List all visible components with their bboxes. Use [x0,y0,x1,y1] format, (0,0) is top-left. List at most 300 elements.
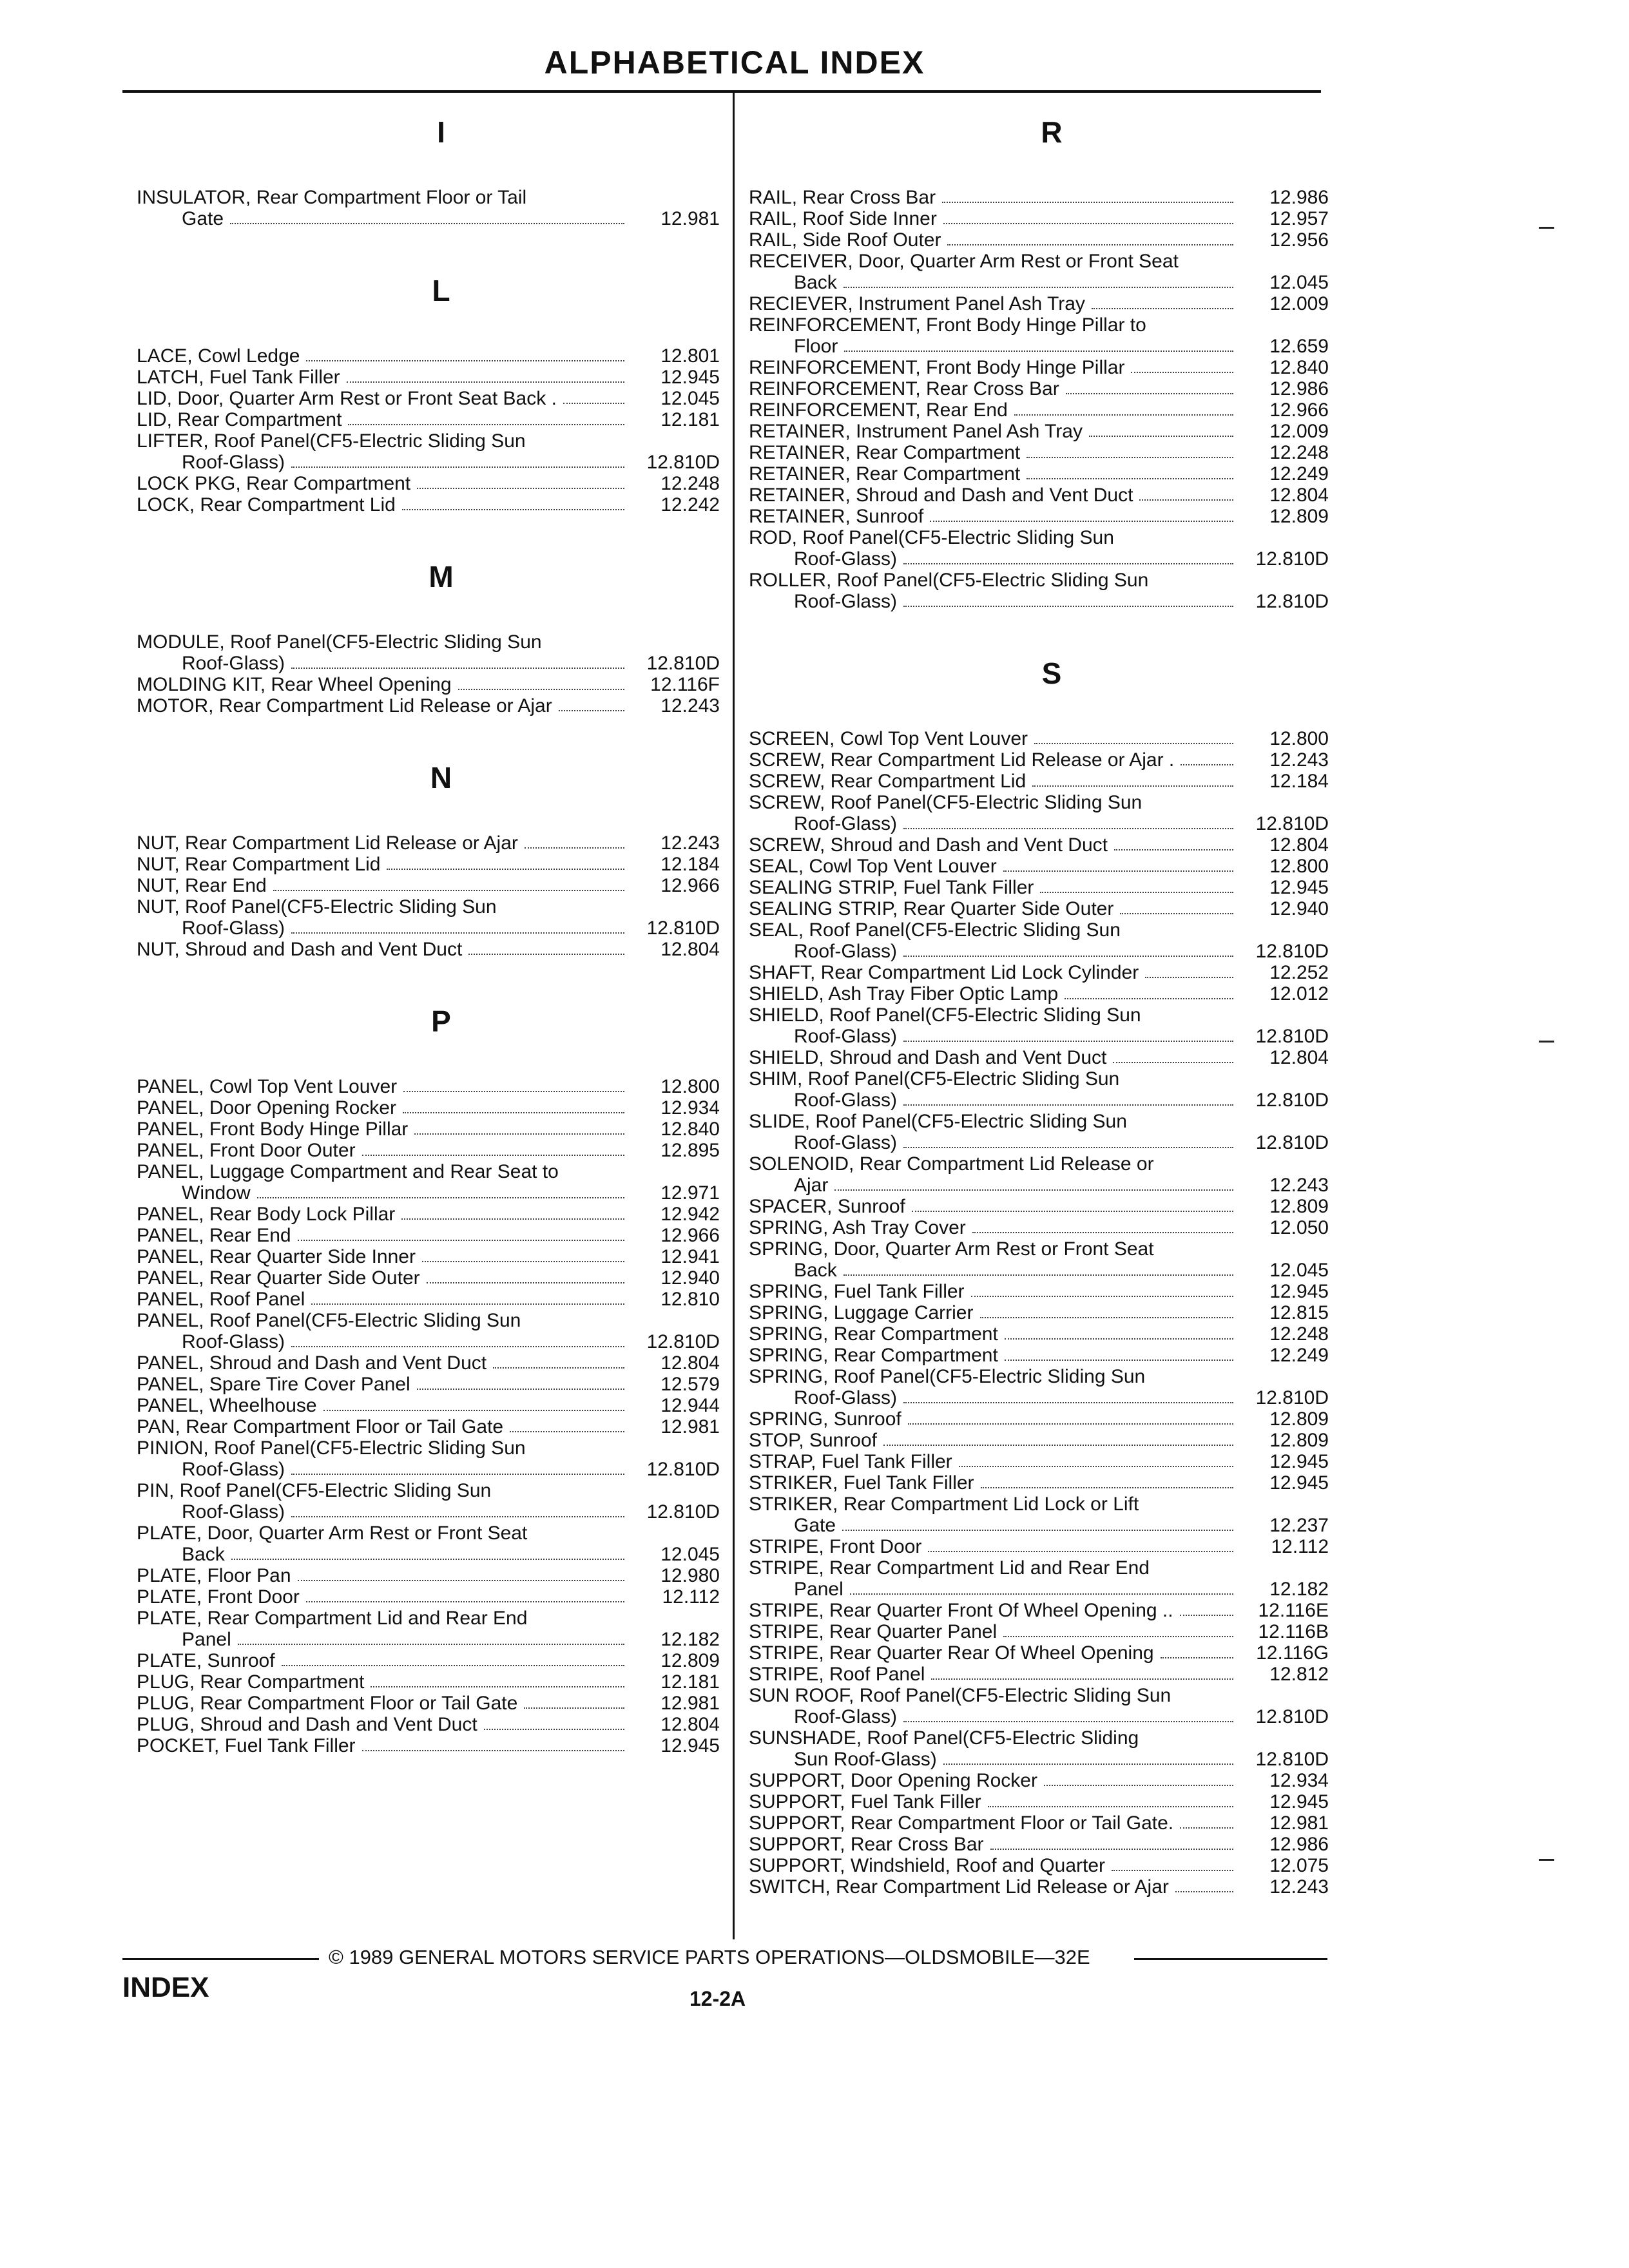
entry-text: SPACER, Sunroof [749,1196,905,1217]
index-entry [749,1153,1329,1196]
footer-rule-right [1134,1958,1327,1960]
dot-leader [291,1501,624,1517]
entry-text: NUT, Rear Compartment Lid Release or Ajar [137,832,518,854]
index-entry [749,792,1329,834]
entry-text: Roof-Glass) [182,653,285,674]
entry-reference: 12.009 [1269,293,1329,314]
index-entry [749,1536,1329,1557]
index-entry [137,409,720,430]
entry-text: LOCK PKG, Rear Compartment [137,473,411,494]
entry-text: STRIPE, Rear Quarter Panel [749,1621,998,1642]
dot-leader [1113,1047,1233,1063]
entry-text: SUPPORT, Fuel Tank Filler [749,1791,981,1812]
entry-reference: 12.248 [1269,442,1329,463]
entry-reference: 12.804 [660,1714,720,1735]
entry-text: PAN, Rear Compartment Floor or Tail Gate [137,1416,504,1437]
dot-leader [362,1140,624,1156]
entry-reference: 12.116G [1256,1642,1329,1664]
dot-leader [362,1735,624,1751]
index-entry [137,1352,720,1374]
entry-reference: 12.957 [1269,208,1329,229]
entry-text: SUPPORT, Door Opening Rocker [749,1770,1037,1791]
entry-reference: 12.941 [660,1246,720,1267]
entry-reference: 12.243 [1269,749,1329,771]
index-entry [749,527,1329,570]
dot-leader [298,1565,624,1581]
entry-text: SCREW, Roof Panel(CF5-Electric Sliding Sun [749,792,1142,813]
entry-reference: 12.804 [660,939,720,960]
dot-leader [988,1791,1233,1807]
dot-leader [1044,1770,1233,1786]
dot-leader [1003,1621,1233,1637]
dot-leader [1180,1812,1233,1829]
entry-reference: 12.243 [1269,1175,1329,1196]
entry-reference: 12.840 [660,1119,720,1140]
entry-text: SEALING STRIP, Rear Quarter Side Outer [749,898,1114,919]
entry-text: RETAINER, Rear Compartment [749,463,1021,485]
dot-leader [524,1693,624,1709]
index-entry [749,898,1329,919]
dot-leader [468,939,624,955]
dot-leader [422,1246,624,1262]
entry-reference: 12.252 [1269,962,1329,983]
entry-text: SOLENOID, Rear Compartment Lid Release or [749,1153,1154,1175]
entry-text: LATCH, Fuel Tank Filler [137,367,340,388]
entry-reference: 12.981 [660,1693,720,1714]
entry-reference: 12.810D [1255,941,1329,962]
entry-reference: 12.045 [1269,272,1329,293]
entry-text: INSULATOR, Rear Compartment Floor or Tail [137,187,527,208]
index-entry [137,1650,720,1671]
entry-text: NUT, Rear Compartment Lid [137,854,381,875]
index-entry [137,1480,720,1523]
entry-reference: 12.986 [1269,1834,1329,1855]
entry-text: Window [182,1182,251,1204]
dot-leader [959,1451,1233,1467]
dot-leader [387,854,624,870]
page-number: 12-2A [689,1987,746,2010]
entry-text: PANEL, Rear End [137,1225,291,1246]
index-entry [137,1565,720,1586]
entry-reference: 12.945 [1269,1451,1329,1472]
index-entry [749,1876,1329,1898]
entry-text: LACE, Cowl Ledge [137,345,300,367]
dot-leader [883,1430,1233,1446]
dot-leader [403,1076,624,1092]
entry-text: NUT, Roof Panel(CF5-Electric Sliding Sun [137,896,497,918]
entry-text: MOLDING KIT, Rear Wheel Opening [137,674,452,695]
index-entry [749,1302,1329,1323]
index-entry [749,877,1329,898]
entry-text: Back [182,1544,225,1565]
index-entry [749,1664,1329,1685]
entry-text: SPRING, Fuel Tank Filler [749,1281,965,1302]
index-entry [749,962,1329,983]
entry-reference: 12.248 [1269,1323,1329,1345]
dot-leader [942,187,1233,203]
dot-leader [1120,898,1233,914]
right-column [749,110,1329,1936]
footer-rule-left [122,1958,319,1960]
entry-text: NUT, Rear End [137,875,267,896]
entry-reference: 12.986 [1269,187,1329,208]
entry-text: PANEL, Roof Panel [137,1289,305,1310]
index-entry [749,1196,1329,1217]
index-entry [749,1812,1329,1834]
dot-leader [563,388,624,404]
index-entry [749,1366,1329,1408]
entry-text: PANEL, Rear Quarter Side Outer [137,1267,420,1289]
index-entry [137,1608,720,1650]
index-entry [749,749,1329,771]
dot-leader [291,653,624,669]
dot-leader [912,1196,1233,1212]
entry-reference: 12.182 [1269,1579,1329,1600]
entry-text: STRIPE, Rear Compartment Lid and Rear End [749,1557,1150,1579]
index-entry [137,1586,720,1608]
dot-leader [903,1090,1233,1106]
entry-text: Roof-Glass) [794,1026,898,1047]
entry-text: PANEL, Wheelhouse [137,1395,317,1416]
entry-reference: 12.944 [660,1395,720,1416]
index-entry [749,251,1329,293]
entry-text: Ajar [794,1175,829,1196]
dot-leader [298,1225,624,1241]
index-entry [137,494,720,515]
index-entry [137,939,720,960]
entry-text: REINFORCEMENT, Front Body Hinge Pillar to [749,314,1146,336]
entry-reference: 12.945 [1269,1791,1329,1812]
dot-leader [291,452,624,468]
index-entry [137,1310,720,1352]
index-entry [749,1408,1329,1430]
entry-reference: 12.812 [1269,1664,1329,1685]
index-entry [137,367,720,388]
dot-leader [348,409,624,425]
index-entry [137,1076,720,1097]
index-entry [749,293,1329,314]
dot-leader [347,367,624,383]
dot-leader [402,494,624,510]
dot-leader [1005,1323,1233,1340]
entry-reference: 12.012 [1269,983,1329,1004]
dot-leader [323,1395,624,1411]
index-entry [137,1246,720,1267]
dot-leader [903,941,1233,957]
entry-text: ROD, Roof Panel(CF5-Electric Sliding Sun [749,527,1114,548]
index-entry [749,728,1329,749]
entry-reference: 12.050 [1269,1217,1329,1238]
dot-leader [1112,1855,1233,1871]
dot-leader [928,1536,1233,1552]
index-entry [749,1621,1329,1642]
dot-leader [1005,1345,1233,1361]
entry-text: ROLLER, Roof Panel(CF5-Electric Sliding Sun [749,570,1149,591]
entry-text: SUNSHADE, Roof Panel(CF5-Electric Sliding [749,1727,1139,1749]
dot-leader [903,813,1233,829]
entry-reference: 12.112 [1271,1536,1329,1557]
entry-text: PINION, Roof Panel(CF5-Electric Sliding Sun [137,1437,526,1459]
entry-text: LIFTER, Roof Panel(CF5-Electric Sliding Sun [137,430,526,452]
entry-text: SEALING STRIP, Fuel Tank Filler [749,877,1034,898]
entry-text: SUPPORT, Windshield, Roof and Quarter [749,1855,1106,1876]
index-entry [749,378,1329,399]
entry-text: SPRING, Sunroof [749,1408,901,1430]
dot-leader [1145,962,1233,978]
dot-leader [458,674,624,690]
entry-reference: 12.237 [1269,1515,1329,1536]
dot-leader [844,336,1233,352]
index-entry [749,1238,1329,1281]
entry-text: Roof-Glass) [794,1387,898,1408]
entry-reference: 12.956 [1269,229,1329,251]
entry-reference: 12.810D [1255,591,1329,612]
entry-reference: 12.945 [1269,1281,1329,1302]
entry-text: RECIEVER, Instrument Panel Ash Tray [749,293,1085,314]
dot-leader [850,1579,1233,1595]
entry-text: PLATE, Floor Pan [137,1565,291,1586]
page-title: ALPHABETICAL INDEX [544,44,925,81]
column-divider [733,90,735,1939]
entry-reference: 12.971 [660,1182,720,1204]
dot-leader [1092,293,1233,309]
index-entry [137,473,720,494]
entry-reference: 12.810D [1255,813,1329,834]
entry-reference: 12.810D [646,653,720,674]
index-entry [749,1345,1329,1366]
entry-reference: 12.045 [660,1544,720,1565]
entry-text: REINFORCEMENT, Rear End [749,399,1008,421]
index-entry [137,1437,720,1480]
entry-reference: 12.966 [1269,399,1329,421]
index-entry [749,421,1329,442]
entry-reference: 12.981 [1269,1812,1329,1834]
index-entry [137,1119,720,1140]
entry-text: SCREW, Shroud and Dash and Vent Duct [749,834,1108,856]
dot-leader [971,1281,1233,1297]
section-letter-l: L [432,274,450,307]
dot-leader [842,1515,1233,1531]
entry-text: PANEL, Rear Quarter Side Inner [137,1246,416,1267]
entry-text: Roof-Glass) [794,813,898,834]
section-letter-n: N [430,761,452,794]
entry-reference: 12.810D [1255,1749,1329,1770]
dot-leader [990,1834,1233,1850]
index-entry [137,388,720,409]
entry-text: STRIPE, Front Door [749,1536,922,1557]
entry-reference: 12.980 [660,1565,720,1586]
entry-text: SPRING, Door, Quarter Arm Rest or Front Seat [749,1238,1154,1260]
entry-text: PANEL, Cowl Top Vent Louver [137,1076,398,1097]
entry-reference: 12.804 [1269,1047,1329,1068]
entry-text: RETAINER, Rear Compartment [749,442,1021,463]
dot-leader [559,695,624,711]
index-entry [137,695,720,716]
dot-leader [306,1586,624,1602]
entry-text: PANEL, Rear Body Lock Pillar [137,1204,396,1225]
index-entry [749,1451,1329,1472]
entry-reference: 12.181 [660,1671,720,1693]
entry-text: PLATE, Door, Quarter Arm Rest or Front Seat [137,1523,528,1544]
index-entry [749,187,1329,208]
index-entry [749,1791,1329,1812]
entry-text: PIN, Roof Panel(CF5-Electric Sliding Sun [137,1480,492,1501]
entry-reference: 12.112 [662,1586,720,1608]
dot-leader [903,591,1233,607]
entry-text: Roof-Glass) [794,591,898,612]
section-label: INDEX [122,1972,209,2003]
entry-text: SUN ROOF, Roof Panel(CF5-Electric Sliding Sun [749,1685,1171,1706]
entry-text: RETAINER, Sunroof [749,506,924,527]
index-entry [749,1004,1329,1047]
entry-reference: 12.942 [660,1204,720,1225]
entry-text: Roof-Glass) [794,548,898,570]
entry-text: SUPPORT, Rear Compartment Floor or Tail Gate. [749,1812,1174,1834]
entry-text: RAIL, Side Roof Outer [749,229,941,251]
index-entry [749,314,1329,357]
margin-mark [1539,227,1554,229]
dot-leader [371,1671,624,1687]
dot-leader [980,1302,1234,1318]
entry-reference: 12.184 [660,854,720,875]
entry-text: PLUG, Shroud and Dash and Vent Duct [137,1714,477,1735]
entry-reference: 12.009 [1269,421,1329,442]
dot-leader [493,1352,624,1369]
entry-reference: 12.934 [660,1097,720,1119]
dot-leader [1027,463,1233,479]
dot-leader [1040,877,1233,893]
dot-leader [931,1664,1233,1680]
entry-text: LID, Rear Compartment [137,409,342,430]
index-entry [137,1735,720,1756]
entry-reference: 12.810D [1255,1706,1329,1727]
dot-leader [903,548,1233,564]
entry-text: REINFORCEMENT, Rear Cross Bar [749,378,1059,399]
entry-text: Roof-Glass) [794,1706,898,1727]
index-entry [137,1225,720,1246]
index-entry [749,463,1329,485]
entry-text: PANEL, Shroud and Dash and Vent Duct [137,1352,487,1374]
dot-leader [1034,728,1233,744]
entry-reference: 12.945 [660,1735,720,1756]
entry-reference: 12.800 [660,1076,720,1097]
entry-text: Gate [182,208,224,229]
index-entry [137,1267,720,1289]
entry-text: Panel [182,1629,231,1650]
index-entry [749,570,1329,612]
entry-reference: 12.804 [1269,485,1329,506]
entry-text: PANEL, Front Door Outer [137,1140,356,1161]
entry-text: RETAINER, Shroud and Dash and Vent Duct [749,485,1133,506]
entry-reference: 12.116F [650,674,720,695]
entry-text: SEAL, Roof Panel(CF5-Electric Sliding Sun [749,919,1121,941]
index-entry [749,1472,1329,1494]
entry-text: Roof-Glass) [182,1331,285,1352]
dot-leader [525,832,624,849]
dot-leader [291,1331,624,1347]
entry-text: SUPPORT, Rear Cross Bar [749,1834,984,1855]
entry-text: PANEL, Luggage Compartment and Rear Seat to [137,1161,559,1182]
index-entry [749,1642,1329,1664]
index-entry [749,856,1329,877]
index-entry [137,1140,720,1161]
section-letter-r: R [1041,115,1063,149]
entry-text: SPRING, Rear Compartment [749,1345,998,1366]
index-entry [137,832,720,854]
entry-reference: 12.075 [1269,1855,1329,1876]
entry-text: SLIDE, Roof Panel(CF5-Electric Sliding Sun [749,1111,1127,1132]
entry-text: SCREEN, Cowl Top Vent Louver [749,728,1028,749]
entry-text: SHIELD, Ash Tray Fiber Optic Lamp [749,983,1059,1004]
entry-text: SEAL, Cowl Top Vent Louver [749,856,997,877]
entry-text: STRIPE, Rear Quarter Rear Of Wheel Opening [749,1642,1154,1664]
dot-leader [427,1267,624,1283]
entry-reference: 12.981 [660,1416,720,1437]
index-entry [749,771,1329,792]
entry-reference: 12.045 [1269,1260,1329,1281]
entry-text: Roof-Glass) [182,1459,285,1480]
entry-text: Gate [794,1515,836,1536]
index-entry [749,1430,1329,1451]
entry-text: RAIL, Roof Side Inner [749,208,937,229]
entry-text: POCKET, Fuel Tank Filler [137,1735,356,1756]
entry-text: Back [794,1260,837,1281]
dot-leader [1131,357,1233,373]
dot-leader [403,1097,624,1113]
entry-text: SHAFT, Rear Compartment Lid Lock Cylinder [749,962,1139,983]
entry-reference: 12.810D [646,1501,720,1523]
dot-leader [417,473,624,489]
entry-reference: 12.966 [660,1225,720,1246]
entry-reference: 12.809 [1269,1430,1329,1451]
entry-text: REINFORCEMENT, Front Body Hinge Pillar [749,357,1125,378]
index-entry [137,1289,720,1310]
entry-text: Roof-Glass) [182,452,285,473]
entry-reference: 12.804 [660,1352,720,1374]
entry-reference: 12.242 [660,494,720,515]
index-entry [137,1097,720,1119]
entry-text: PANEL, Roof Panel(CF5-Electric Sliding Sun [137,1310,521,1331]
index-entry [749,1111,1329,1153]
dot-leader [903,1026,1233,1042]
entry-reference: 12.800 [1269,728,1329,749]
index-entry [749,357,1329,378]
dot-leader [1032,771,1233,787]
section-letter-p: P [431,1004,451,1038]
dot-leader [1180,1600,1233,1616]
entry-reference: 12.243 [660,695,720,716]
entry-reference: 12.810D [646,452,720,473]
entry-reference: 12.809 [1269,1408,1329,1430]
dot-leader [401,1204,624,1220]
footer-copyright: © 1989 GENERAL MOTORS SERVICE PARTS OPERATIONS—OLDSMOBILE—32E [329,1946,1090,1968]
dot-leader [273,875,624,891]
entry-reference: 12.243 [1269,1876,1329,1898]
dot-leader [1139,485,1233,501]
entry-text: SHIELD, Roof Panel(CF5-Electric Sliding Sun [749,1004,1141,1026]
entry-reference: 12.181 [660,409,720,430]
entry-text: LID, Door, Quarter Arm Rest or Front Seat Back . [137,388,557,409]
entry-text: Roof-Glass) [794,1132,898,1153]
entry-text: PLATE, Rear Compartment Lid and Rear End [137,1608,528,1629]
index-entry [749,485,1329,506]
dot-leader [972,1217,1233,1233]
margin-mark [1539,1041,1554,1043]
entry-reference: 12.800 [1269,856,1329,877]
dot-leader [903,1387,1233,1403]
entry-reference: 12.810D [646,1331,720,1352]
dot-leader [1027,442,1233,458]
